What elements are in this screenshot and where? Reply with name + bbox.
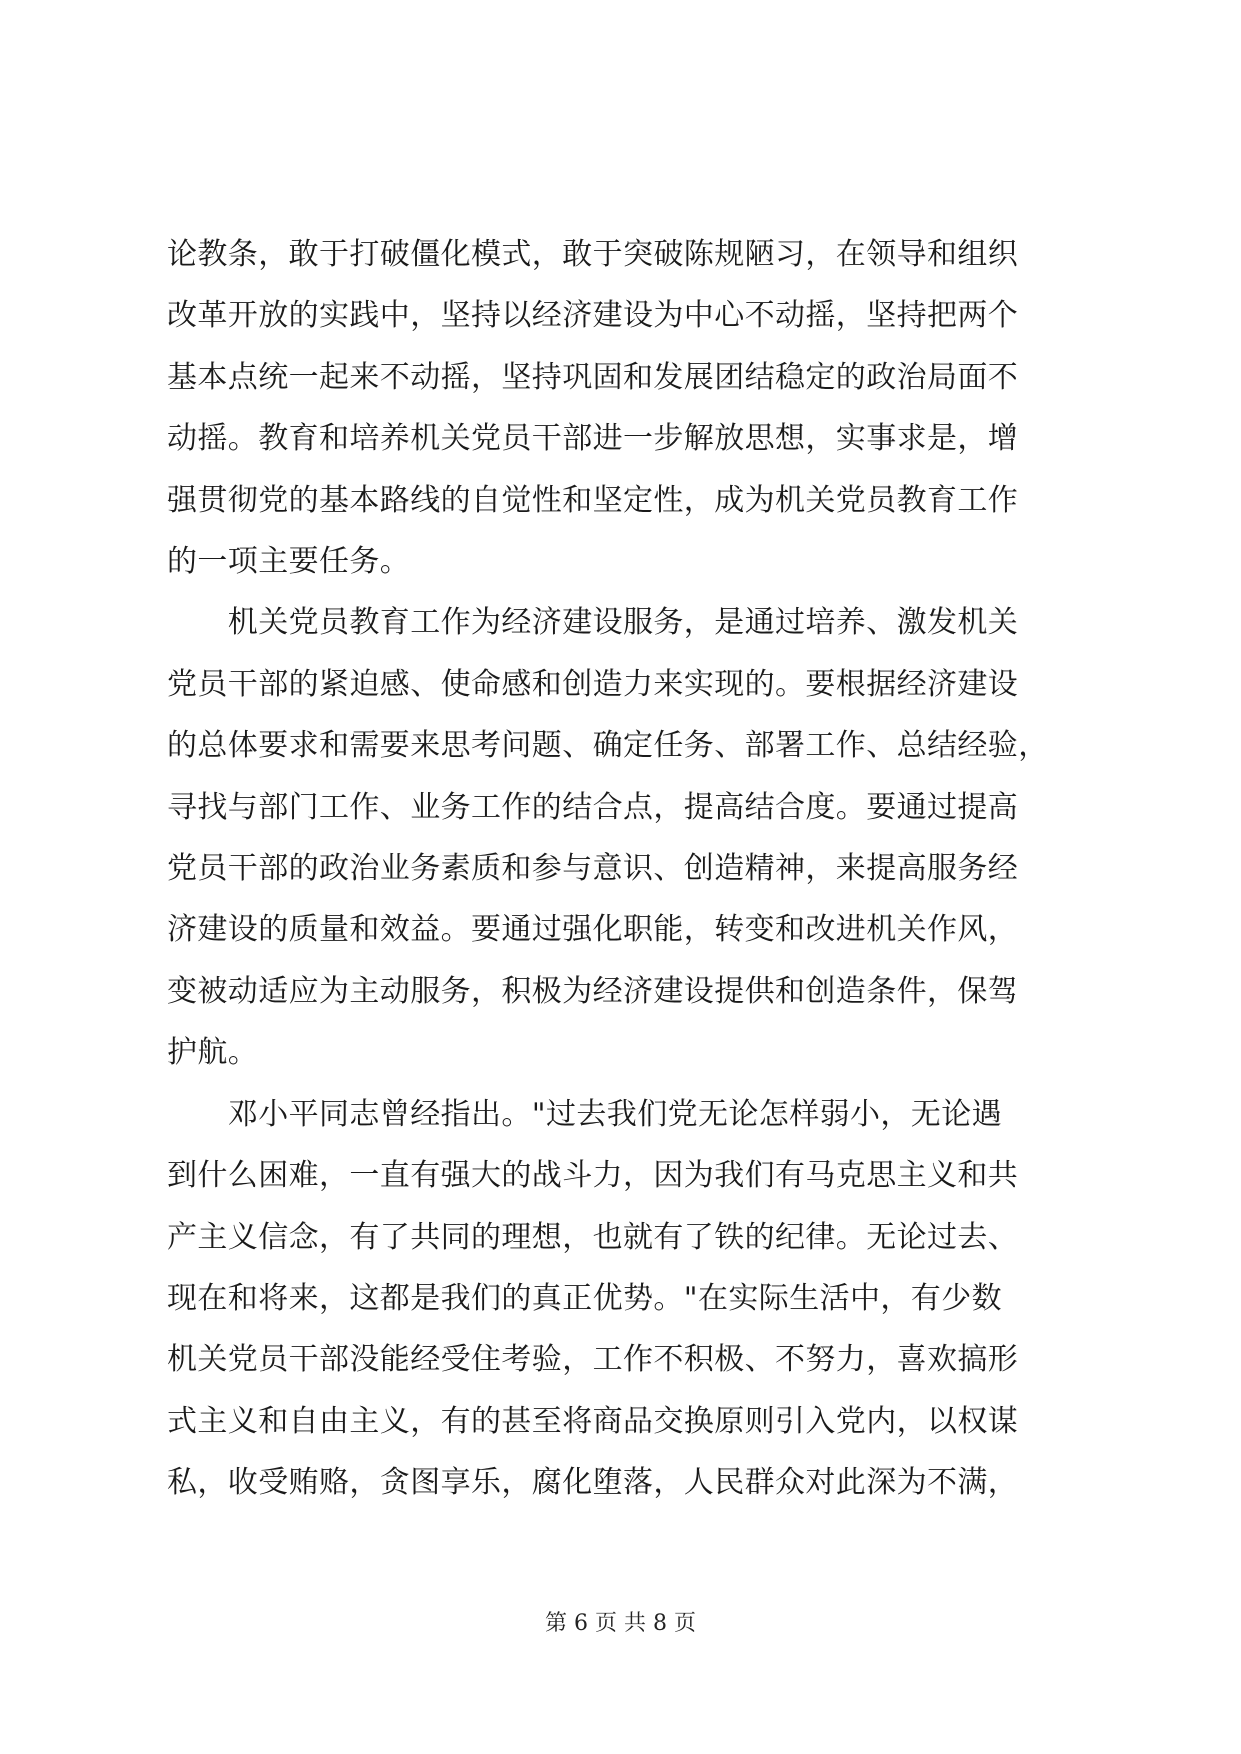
text-line: 的一项主要任务。 bbox=[167, 544, 411, 580]
page-footer bbox=[0, 1606, 1241, 1637]
text-line: 产主义信念，有了共同的理想，也就有了铁的纪律。无论过去、 bbox=[167, 1219, 1019, 1255]
paragraph-1 bbox=[167, 224, 1077, 592]
text-line: 到什么困难，一直有强大的战斗力，因为我们有马克思主义和共 bbox=[167, 1158, 1019, 1194]
text-line: 寻找与部门工作、业务工作的结合点，提高结合度。要通过提高 bbox=[167, 789, 1019, 825]
text-line: 机关党员教育工作为经济建设服务，是通过培养、激发机关 bbox=[167, 605, 1019, 641]
text-line: 的总体要求和需要来思考问题、确定任务、部署工作、总结经验， bbox=[167, 728, 1049, 764]
text-line: 机关党员干部没能经受住考验，工作不积极、不努力，喜欢搞形 bbox=[167, 1342, 1019, 1378]
text-line: 式主义和自由主义，有的甚至将商品交换原则引入党内，以权谋 bbox=[167, 1403, 1019, 1439]
text-line: 护航。 bbox=[167, 1035, 259, 1071]
text-line: 基本点统一起来不动摇，坚持巩固和发展团结稳定的政治局面不 bbox=[167, 359, 1019, 395]
text-line: 强贯彻党的基本路线的自觉性和坚定性，成为机关党员教育工作 bbox=[167, 482, 1019, 518]
text-line: 改革开放的实践中，坚持以经济建设为中心不动摇，坚持把两个 bbox=[167, 298, 1019, 334]
text-line: 济建设的质量和效益。要通过强化职能，转变和改进机关作风， bbox=[167, 912, 1019, 948]
paragraph-3 bbox=[167, 1084, 1077, 1514]
page-number-label: 第 6 页 共 8 页 bbox=[545, 1611, 696, 1636]
paragraph-2 bbox=[167, 592, 1077, 1083]
text-line: 私，收受贿赂，贪图享乐，腐化堕落，人民群众对此深为不满， bbox=[167, 1465, 1019, 1501]
text-line: 论教条，敢于打破僵化模式，敢于突破陈规陋习，在领导和组织 bbox=[167, 237, 1019, 272]
text-line: 党员干部的政治业务素质和参与意识、创造精神，来提高服务经 bbox=[167, 851, 1019, 887]
text-line: 变被动适应为主动服务，积极为经济建设提供和创造条件，保驾 bbox=[167, 973, 1019, 1009]
text-line: 党员干部的紧迫感、使命感和创造力来实现的。要根据经济建设 bbox=[167, 666, 1019, 702]
text-line: 现在和将来，这都是我们的真正优势。"在实际生活中，有少数 bbox=[167, 1280, 1002, 1316]
text-line: 邓小平同志曾经指出。"过去我们党无论怎样弱小，无论遇 bbox=[167, 1096, 1002, 1132]
document-body bbox=[167, 224, 1077, 1514]
text-line: 动摇。教育和培养机关党员干部进一步解放思想，实事求是，增 bbox=[167, 421, 1019, 457]
